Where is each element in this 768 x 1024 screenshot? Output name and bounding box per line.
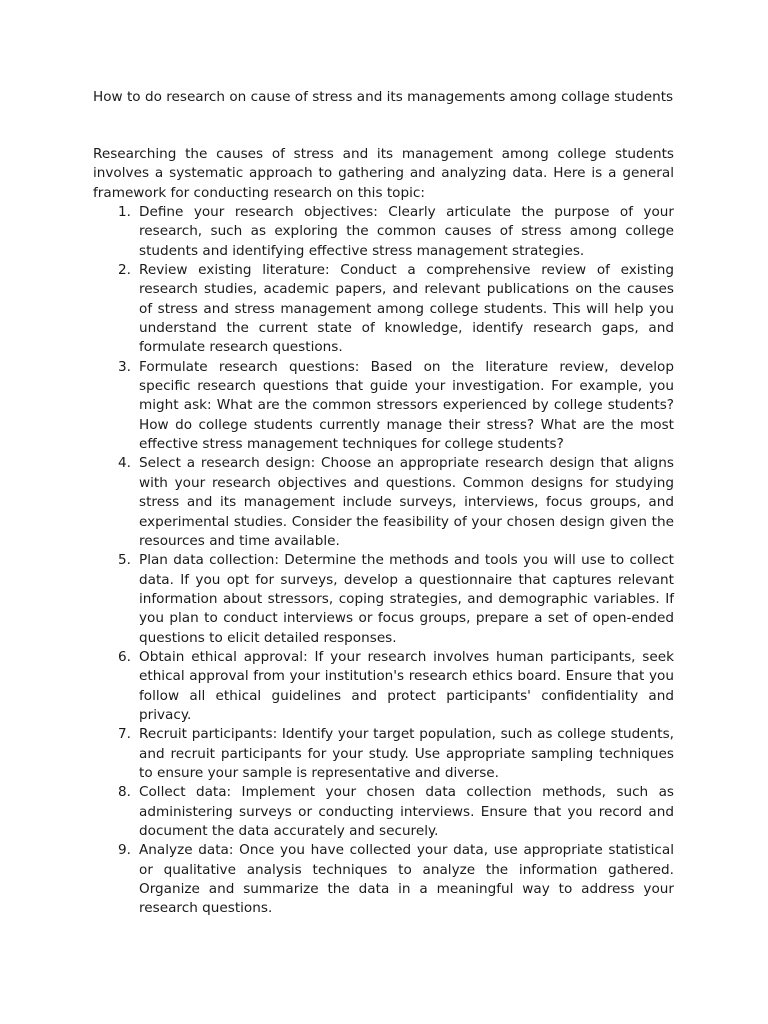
- list-item: [93, 203, 674, 261]
- list-item-number: 3.: [118, 358, 131, 375]
- list-item-number: 5.: [118, 552, 131, 569]
- list-item: [93, 648, 674, 725]
- list-item: [93, 358, 674, 455]
- list-item-text: Recruit participants: Identify your target population, such as college students, and recruit participants for your study. Use appropriate sampling techniques to ensure your sample is representative and diverse.: [139, 726, 674, 781]
- list-item-text: Plan data collection: Determine the methods and tools you will use to collect data. If you opt for surveys, develop a questionnaire that captures relevant information about stressors, coping strategies, and demographic variables. If you plan to conduct interviews or focus groups, prepare a set of open-ended questions to elicit detailed responses.: [139, 552, 674, 646]
- list-item-number: 8.: [118, 784, 131, 801]
- steps-list: [93, 203, 674, 919]
- list-item-text: Obtain ethical approval: If your research involves human participants, seek ethical approval from your institution's research ethics board. Ensure that you follow all ethical guidelines and protect participants' confidentiality and privacy.: [139, 648, 674, 723]
- list-item-number: 7.: [118, 726, 131, 743]
- list-item: [93, 725, 674, 783]
- list-item: [93, 551, 674, 648]
- list-item-number: 6.: [118, 648, 131, 665]
- list-item-number: 4.: [118, 455, 131, 472]
- list-item-text: Review existing literature: Conduct a comprehensive review of existing research studies, academic papers, and relevant publications on the causes of stress and stress management among college students. This will help you understand the current state of knowledge, identify research gaps, and formulate research questions.: [139, 262, 674, 356]
- intro-paragraph: Researching the causes of stress and its management among college students involves a systematic approach to gathering and analyzing data. Here is a general framework for conducting research on this topic:: [93, 146, 674, 201]
- list-item: [93, 454, 674, 551]
- list-item-text: Analyze data: Once you have collected your data, use appropriate statistical or qualitative analysis techniques to analyze the information gathered. Organize and summarize the data in a meaningful way to address your research questions.: [139, 842, 674, 917]
- page-title: How to do research on cause of stress and its managements among collage students: [93, 89, 674, 105]
- list-item: [93, 841, 674, 918]
- list-item: [93, 261, 674, 358]
- list-item-number: 9.: [118, 842, 131, 859]
- list-item-text: Select a research design: Choose an appropriate research design that aligns with your research objectives and questions. Common designs for studying stress and its management include surveys, interviews, focus groups, and experimental studies. Consider the feasibility of your chosen design given the resources and time available.: [139, 455, 674, 549]
- list-item-number: 2.: [118, 262, 131, 279]
- list-item: [93, 783, 674, 841]
- list-item-text: Formulate research questions: Based on the literature review, develop specific research questions that guide your investigation. For example, you might ask: What are the common stressors experienced by college students? How do college students currently manage their stress? What are the most effective stress management techniques for college students?: [139, 358, 674, 453]
- list-item-text: Collect data: Implement your chosen data collection methods, such as administering surveys or conducting interviews. Ensure that you record and document the data accurately and securely.: [139, 784, 674, 839]
- list-item-number: 1.: [118, 204, 131, 220]
- list-item-text: Define your research objectives: Clearly articulate the purpose of your research, such as exploring the common causes of stress among college students and identifying effective stress management strategies.: [139, 204, 674, 259]
